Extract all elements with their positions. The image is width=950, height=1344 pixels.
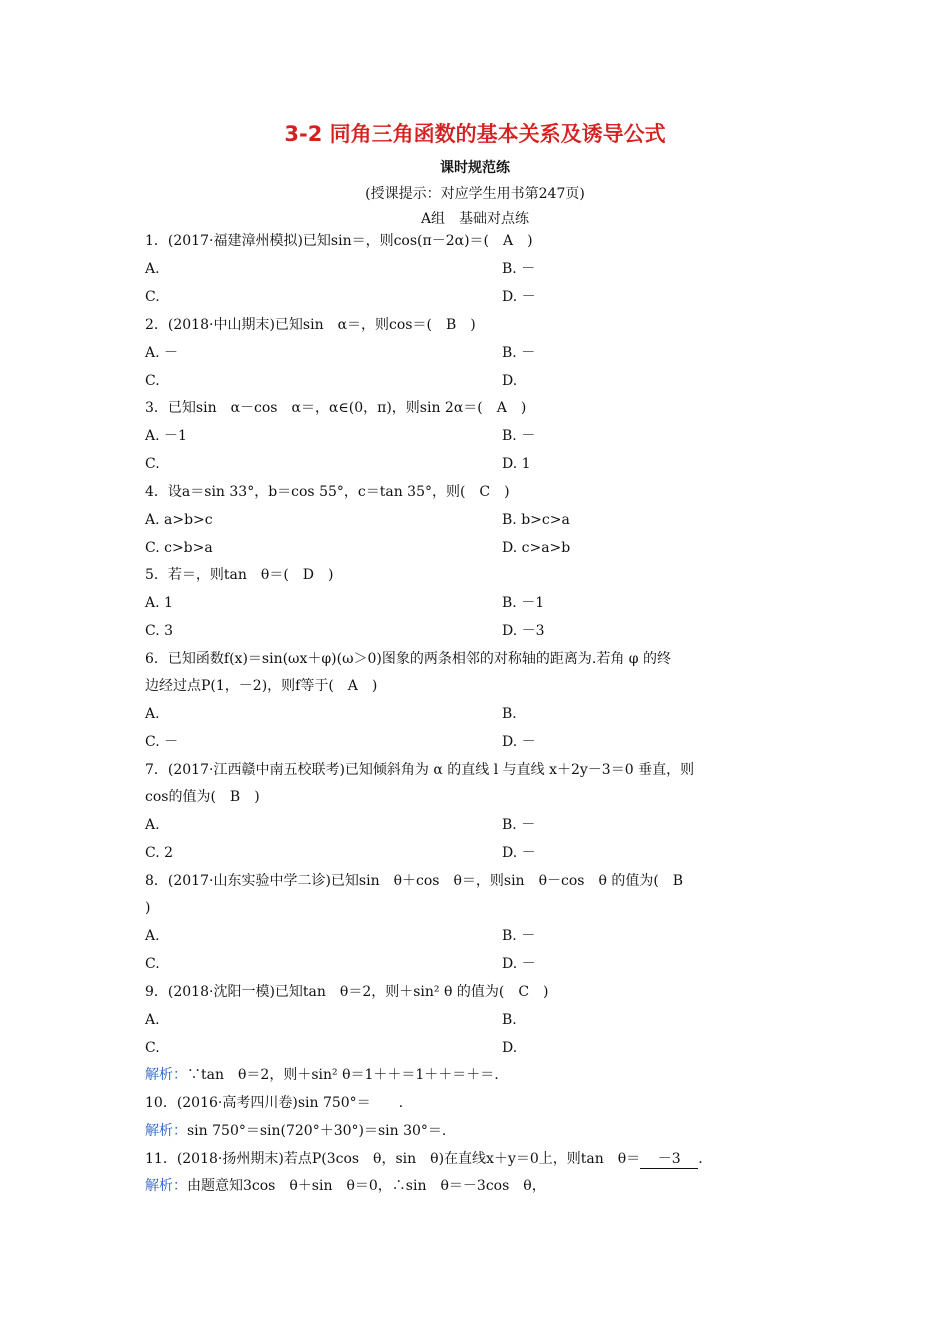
solution-label: 解析： [145,1178,187,1194]
q10-solution-text: sin 750°＝sin(720°＋30°)＝sin 30°＝. [187,1123,447,1139]
q2-option-c: C. [145,373,160,389]
q2-option-a: A. － [145,345,179,361]
question-8-line-2: ) [145,900,151,916]
question-4: 4．设a＝sin 33°，b＝cos 55°，c＝tan 35°，则( C ) [145,484,510,500]
question-6-line-1: 6．已知函数f(x)＝sin(ωx＋φ)(ω＞0)图象的两条相邻的对称轴的距离为.若角 φ 的终 [145,651,672,667]
q8-option-b: B. － [502,928,536,944]
section-subtitle: 课时规范练 [440,160,510,176]
q5-option-b: B. －1 [502,595,545,611]
q3-option-d: D. 1 [502,456,531,472]
q8-option-d: D. － [502,956,536,972]
q3-option-c: C. [145,456,160,472]
q3-option-b: B. － [502,428,536,444]
q1-option-a: A. [145,261,160,277]
question-7-line-1: 7．(2017·江西赣中南五校联考)已知倾斜角为 α 的直线 l 与直线 x＋2y－3＝0 垂直，则 [145,762,695,778]
q9-solution-text: ∵tan θ＝2，则＋sin² θ＝1＋＋＝1＋＋＝＋＝. [187,1067,499,1083]
q5-option-c: C. 3 [145,623,174,639]
q8-option-a: A. [145,928,160,944]
question-1: 1．(2017·福建漳州模拟)已知sin＝，则cos(π－2α)＝( A ) [145,233,533,249]
solution-label: 解析： [145,1123,187,1139]
question-10: 10．(2016·高考四川卷)sin 750°＝ . [145,1095,404,1111]
q11-text: 11．(2018·扬州期末)若点P(3cos θ，sin θ)在直线x＋y＝0上，则tan θ＝ [145,1151,641,1167]
textbook-hint: (授课提示：对应学生用书第247页) [365,186,585,202]
q4-option-c: C. c>b>a [145,540,213,556]
group-heading: A组 基础对点练 [420,211,530,227]
q5-option-d: D. －3 [502,623,545,639]
question-11 [145,1150,703,1169]
question-5: 5．若＝，则tan θ＝( D ) [145,567,334,583]
q4-option-b: B. b>c>a [502,512,570,528]
q1-option-b: B. － [502,261,536,277]
q7-option-d: D. － [502,845,536,861]
q6-option-b: B. [502,706,517,722]
q2-option-d: D. [502,373,518,389]
q10-solution [145,1122,446,1140]
question-3: 3．已知sin α－cos α＝，α∈(0，π)，则sin 2α＝( A ) [145,400,527,416]
question-7-line-2: cos的值为( B ) [145,789,260,805]
solution-label: 解析： [145,1067,187,1083]
q7-option-b: B. － [502,817,536,833]
question-9: 9．(2018·沈阳一模)已知tan θ＝2，则＋sin² θ 的值为( C ) [145,984,549,1000]
q6-option-c: C. － [145,734,179,750]
q11-answer-blank: －3 [640,1150,698,1169]
q4-option-a: A. a>b>c [145,512,213,528]
q3-option-a: A. －1 [145,428,187,444]
q6-option-d: D. － [502,734,536,750]
q11-solution [145,1177,546,1195]
q7-option-c: C. 2 [145,845,174,861]
q2-option-b: B. － [502,345,536,361]
page-title: 3-2 同角三角函数的基本关系及诱导公式 [284,122,666,146]
question-2: 2．(2018·中山期末)已知sin α＝，则cos＝( B ) [145,317,476,333]
q11-text-end: . [698,1151,703,1167]
q8-option-c: C. [145,956,160,972]
q11-solution-text: 由题意知3cos θ＋sin θ＝0，∴sin θ＝－3cos θ， [187,1178,546,1194]
q7-option-a: A. [145,817,160,833]
question-6-line-2: 边经过点P(1，－2)，则f等于( A ) [145,678,378,694]
q9-option-a: A. [145,1012,160,1028]
q4-option-d: D. c>a>b [502,540,571,556]
q1-option-d: D. － [502,289,536,305]
question-8-line-1: 8．(2017·山东实验中学二诊)已知sin θ＋cos θ＝，则sin θ－cos θ 的值为( B [145,873,684,889]
q9-solution [145,1066,499,1084]
q6-option-a: A. [145,706,160,722]
q9-option-b: B. [502,1012,517,1028]
q9-option-c: C. [145,1040,160,1056]
q9-option-d: D. [502,1040,518,1056]
q1-option-c: C. [145,289,160,305]
q5-option-a: A. 1 [145,595,173,611]
